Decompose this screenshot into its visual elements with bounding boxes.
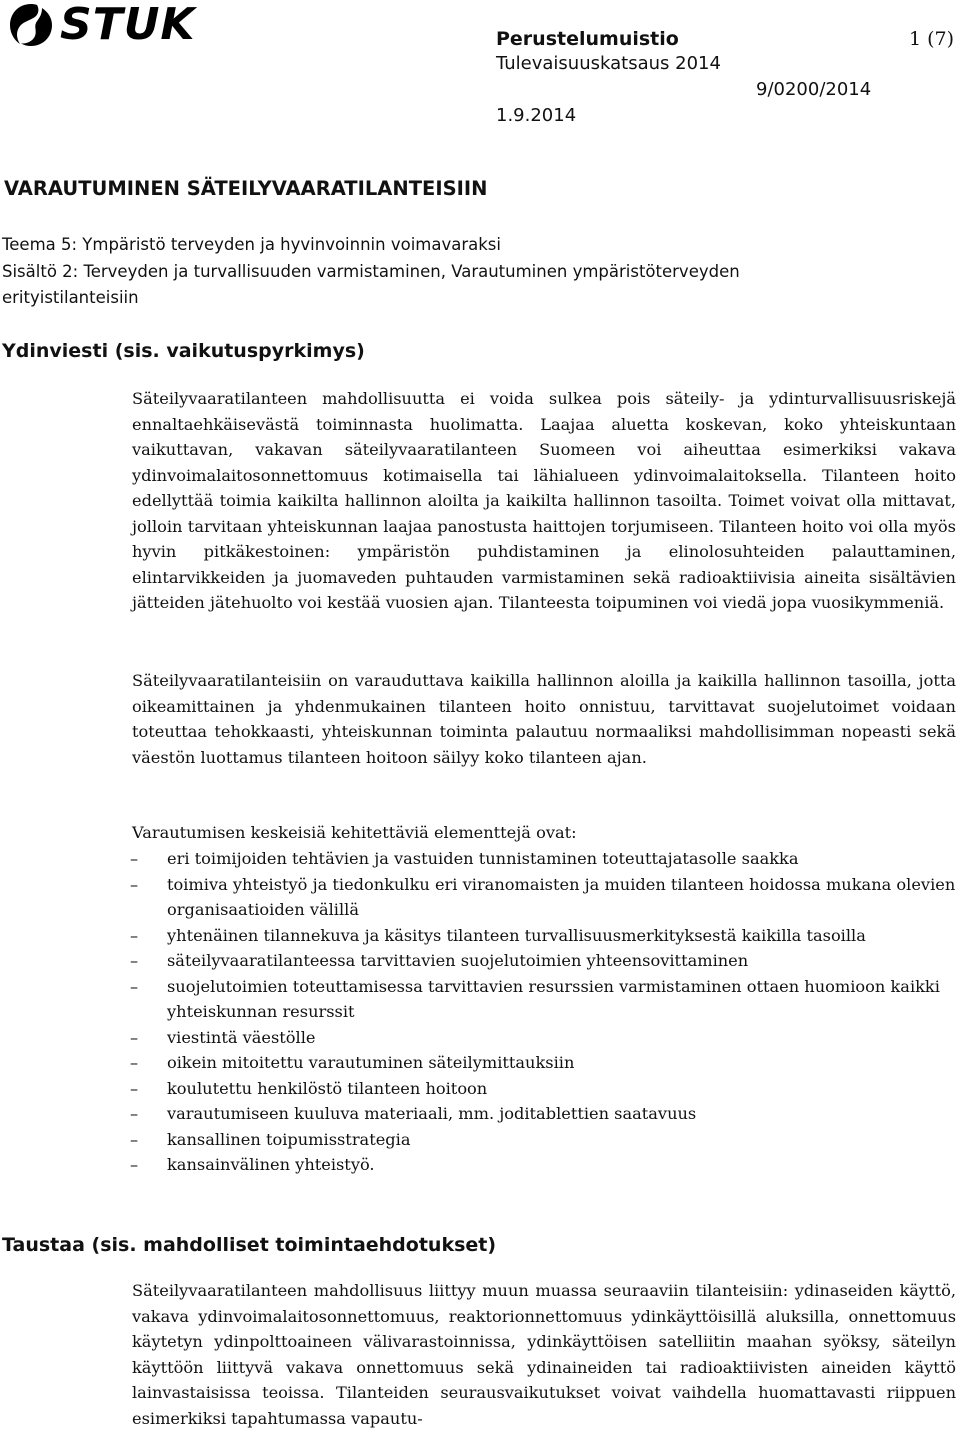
topic-meta bbox=[2, 232, 740, 312]
list-intro: Varautumisen keskeisiä kehitettäviä elementtejä ovat: bbox=[132, 823, 577, 842]
content-line: Sisältö 2: Terveyden ja turvallisuuden varmistaminen, Varautuminen ympäristöterveyden bbox=[2, 261, 740, 281]
dash-bullet: – bbox=[130, 976, 139, 996]
list-item: – kansainvälinen yhteistyö. bbox=[130, 1152, 956, 1178]
key-message-paragraph-2: Säteilyvaaratilanteisiin on varauduttava kaikilla hallinnon aloilla ja kaikilla hallinnon tasoilla, jotta oikeamittainen ja yhdenmukainen tilanteen hoito onnistuu, tarvittavat suojelutoimet voidaan toteuttaa tehokkaasti, yhteiskunnan toiminta palautuu normaaliksi mahdollisimman nopeasti sekä väestön luottamus tilanteen hoitoon säilyy koko tilanteen ajan. bbox=[132, 671, 956, 767]
page-title: VARAUTUMINEN SÄTEILYVAARATILANTEISIIN bbox=[4, 177, 488, 200]
list-item: – koulutettu henkilöstö tilanteen hoitoon bbox=[130, 1076, 956, 1102]
logo-wordmark: STUK bbox=[60, 0, 196, 50]
list-item: – kansallinen toipumisstrategia bbox=[130, 1127, 956, 1153]
document-date: 1.9.2014 bbox=[496, 105, 577, 126]
list-item: – suojelutoimien toteuttamisessa tarvittavien resurssien varmistaminen ottaen huomioon kaikki yhteiskunnan resurssit bbox=[130, 974, 956, 1025]
development-elements-list bbox=[130, 846, 956, 1178]
dash-bullet: – bbox=[130, 1053, 139, 1072]
section-heading-key-message: Ydinviesti (sis. vaikutuspyrkimys) bbox=[2, 340, 365, 362]
dash-bullet: – bbox=[130, 1104, 139, 1123]
dash-bullet: – bbox=[130, 1027, 139, 1047]
dash-bullet: – bbox=[130, 925, 139, 945]
theme-line: Teema 5: Ympäristö terveyden ja hyvinvoinnin voimavaraksi bbox=[2, 235, 501, 254]
document-type: Perustelumuistio bbox=[496, 28, 679, 50]
list-item: – toimiva yhteistyö ja tiedonkulku eri viranomaisten ja muiden tilanteen hoidossa mukana olevien organisaatioiden välillä bbox=[130, 872, 956, 923]
list-item: – eri toimijoiden tehtävien ja vastuiden tunnistaminen toteuttajatasolle saakka bbox=[130, 846, 956, 872]
list-item: – oikein mitoitettu varautuminen säteilymittauksiin bbox=[130, 1050, 956, 1076]
dash-bullet: – bbox=[130, 951, 139, 970]
dash-bullet: – bbox=[130, 1129, 139, 1149]
section-heading-background: Taustaa (sis. mahdolliset toimintaehdotukset) bbox=[2, 1234, 497, 1256]
dash-bullet: – bbox=[130, 1078, 139, 1098]
document-number: 9/0200/2014 bbox=[756, 79, 872, 100]
document-subtitle: Tulevaisuuskatsaus 2014 bbox=[496, 53, 721, 74]
list-item: – yhtenäinen tilannekuva ja käsitys tilanteen turvallisuusmerkityksestä kaikilla tasoilla bbox=[130, 923, 956, 949]
dash-bullet: – bbox=[130, 1155, 139, 1174]
stuk-emblem-icon bbox=[8, 2, 54, 48]
list-item: – varautumiseen kuuluva materiaali, mm. joditablettien saatavuus bbox=[130, 1101, 956, 1127]
stuk-logo bbox=[8, 2, 196, 48]
key-message-paragraph-1: Säteilyvaaratilanteen mahdollisuutta ei voida sulkea pois säteily- ja ydinturvallisuusriskejä ennaltaehkäisevästä toiminnasta huolimatta. Laajaa aluetta koskevan, koko yhteiskuntaan vaikuttavan, vakavan säteilyvaaratilanteen Suomeen voi aiheuttaa esimerkiksi vakava ydinvoimalaitosonnettomuus kotimaisella tai lähialueen ydinvoimalaitoksella. Tilanteen hoito edellyttää toimia kaikilta hallinnon aloilta ja kaikilta hallinnon tasoilta. Toimet voivat olla mittavat, jolloin tarvitaan yhteiskunnan laajaa panostusta haittojen torjumiseen. Tilanteen hoito voi olla myös hyvin pitkäkestoinen: ympäristön puhdistaminen ja elinolosuhteiden palauttaminen, elintarvikkeiden ja juomaveden puhtauden varmistaminen sekä radioaktiivisia aineita sisältävien jätteiden jätehuolto voi kestää vuosien ajan. Tilanteesta toipuminen voi viedä jopa vuosikymmeniä. bbox=[132, 389, 956, 612]
page-number: 1 (7) bbox=[908, 28, 954, 50]
dash-bullet: – bbox=[130, 849, 139, 868]
list-item: – säteilyvaaratilanteessa tarvittavien suojelutoimien yhteensovittaminen bbox=[130, 948, 956, 974]
list-item: – viestintä väestölle bbox=[130, 1025, 956, 1051]
content-line-continued: erityistilanteisiin bbox=[2, 288, 139, 307]
dash-bullet: – bbox=[130, 874, 139, 894]
background-paragraph-1: Säteilyvaaratilanteen mahdollisuus liittyy muun muassa seuraaviin tilanteisiin: ydinaseiden käyttö, vakava ydinvoimalaitosonnettomuus, reaktorionnettomuus ydinkäyttöisillä aluksilla, onnettomuus käytetyn ydinpolttoaineen välivarastoinnissa, ydinkäyttöisen satelliitin maahan syöksy, säteilyn käyttöön liittyvä vakava onnettomuus sekä ydinaineiden tai radioaktiivisten aineiden käyttö lainvastaisissa teoissa. Tilanteiden seurausvaikutukset voivat vaihdella huomattavasti riippuen esimerkiksi tapahtumassa vapautu- bbox=[132, 1281, 956, 1428]
